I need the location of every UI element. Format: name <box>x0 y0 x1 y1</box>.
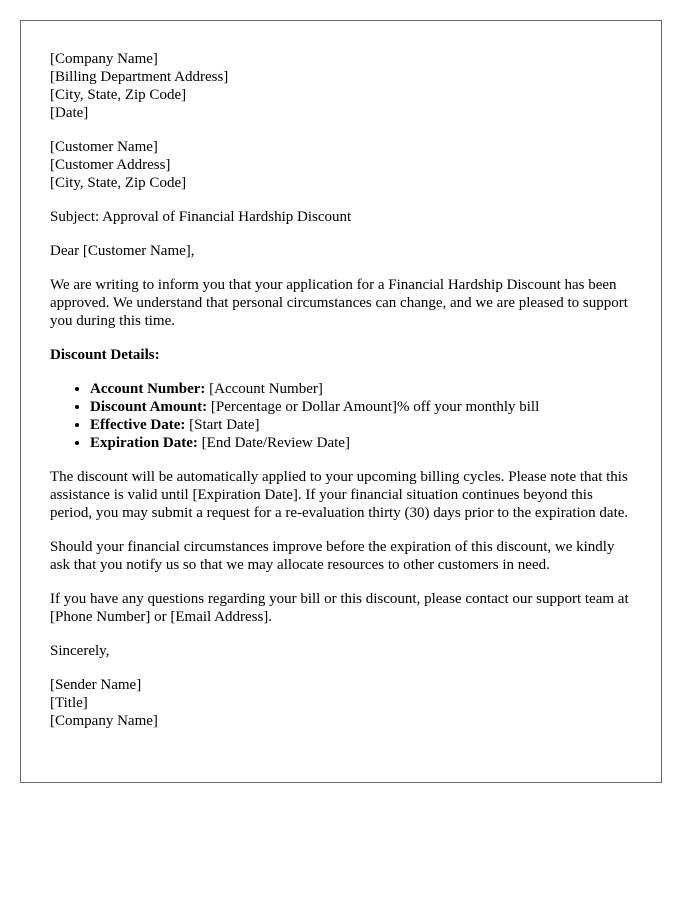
closing: Sincerely, <box>50 643 110 659</box>
detail-item-account-number <box>90 380 632 398</box>
detail-label: Expiration Date: <box>90 435 198 451</box>
discount-details-heading-text: Discount Details: <box>50 347 160 363</box>
recipient-name: [Customer Name] <box>50 139 158 155</box>
letter-container <box>20 20 662 783</box>
letter-date: [Date] <box>50 105 89 121</box>
signature-title: [Title] <box>50 695 88 711</box>
contact-paragraph: If you have any questions regarding your bill or this discount, please contact our support team at [Phone Number] or [Email Address]. <box>50 591 629 625</box>
discount-details-heading <box>50 346 632 364</box>
improvement-paragraph: Should your financial circumstances improve before the expiration of this discount, we kindly ask that you notify us so that we may allocate resources to other customers in need. <box>50 539 615 573</box>
salutation: Dear [Customer Name], <box>50 243 195 259</box>
detail-value: [Account Number] <box>205 381 323 397</box>
detail-label: Account Number: <box>90 381 206 397</box>
intro-paragraph: We are writing to inform you that your application for a Financial Hardship Discount has been approved. We understand that personal circumstances can change, and we are pleased to support you during this time. <box>50 277 628 329</box>
detail-label: Discount Amount: <box>90 399 208 415</box>
detail-item-effective-date <box>90 416 632 434</box>
sender-address-block <box>50 50 632 122</box>
discount-details-list <box>50 380 632 452</box>
sender-city-state-zip: [City, State, Zip Code] <box>50 87 187 103</box>
application-paragraph: The discount will be automatically applied to your upcoming billing cycles. Please note that this assistance is valid until [Expiration Date]. If your financial situation continues beyond this period, you may submit a request for a re-evaluation thirty (30) days prior to the expiration date. <box>50 469 629 521</box>
recipient-address-block <box>50 138 632 192</box>
detail-label: Effective Date: <box>90 417 186 433</box>
detail-item-discount-amount <box>90 398 632 416</box>
recipient-city-state-zip: [City, State, Zip Code] <box>50 175 187 191</box>
sender-company-name: [Company Name] <box>50 51 158 67</box>
subject-line: Subject: Approval of Financial Hardship Discount <box>50 209 352 225</box>
detail-value: [Percentage or Dollar Amount]% off your monthly bill <box>207 399 540 415</box>
detail-value: [Start Date] <box>185 417 260 433</box>
recipient-address: [Customer Address] <box>50 157 171 173</box>
signature-sender-name: [Sender Name] <box>50 677 142 693</box>
detail-item-expiration-date <box>90 434 632 452</box>
signature-company-name: [Company Name] <box>50 713 158 729</box>
sender-billing-address: [Billing Department Address] <box>50 69 229 85</box>
detail-value: [End Date/Review Date] <box>197 435 350 451</box>
signature-block <box>50 676 632 730</box>
